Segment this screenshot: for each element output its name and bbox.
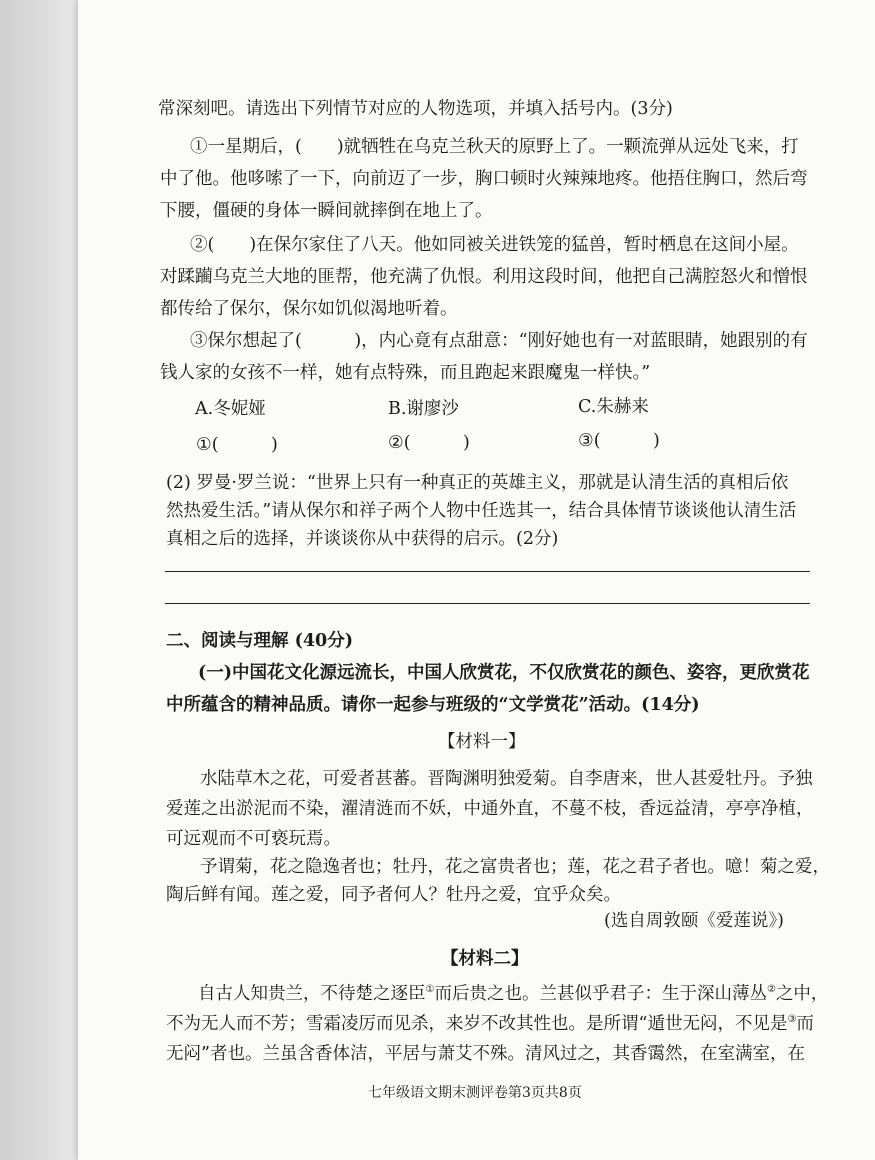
q2-line3: 真相之后的选择，并谈谈你从中获得的启示。(2分)	[166, 529, 559, 549]
answer-blank-3[interactable]: ③( )	[578, 431, 660, 451]
answer-line-1[interactable]	[165, 571, 810, 572]
q1-item1-line2: 中了他。他哆嗦了一下，向前迈了一步，胸口顿时火辣辣地疼。他捂住胸口，然后弯	[160, 169, 808, 189]
q1-item1-line1: ①一星期后，( )就牺牲在乌克兰秋天的原野上了。一颗流弹从远处飞来，打	[190, 137, 799, 157]
q2-line1: (2) 罗曼·罗兰说：“世界上只有一种真正的英雄主义，那就是认清生活的真相后依	[166, 473, 789, 493]
answer-blank-1[interactable]: ①( )	[196, 435, 278, 455]
section2-intro-line2: 中所蕴含的精神品质。请你一起参与班级的“文学赏花”活动。(14分)	[166, 695, 700, 715]
q1-item3-line1: ③保尔想起了( )，内心竟有点甜意：“刚好她也有一对蓝眼睛，她跟别的有	[190, 331, 808, 351]
option-a: A.冬妮娅	[195, 399, 266, 419]
material1-p1-line1: 水陆草木之花，可爱者甚蕃。晋陶渊明独爱菊。自李唐来，世人甚爱牡丹。予独	[200, 769, 813, 789]
material2-line1: 自古人知贵兰，不待楚之逐臣①而后贵之也。兰甚似乎君子：生于深山薄丛②之中，	[198, 984, 829, 1004]
answer-blank-2[interactable]: ②( )	[388, 433, 470, 453]
option-c: C.朱赫来	[578, 397, 649, 417]
material1-title: 【材料一】	[438, 732, 526, 752]
q1-intro: 常深刻吧。请选出下列情节对应的人物选项，并填入括号内。(3分)	[158, 99, 673, 119]
material1-p1-line2: 爱莲之出淤泥而不染，濯清涟而不妖，中通外直，不蔓不枝，香远益清，亭亭净植，	[166, 799, 814, 819]
material2-title: 【材料二】	[441, 949, 529, 969]
q1-item1-line3: 下腰，僵硬的身体一瞬间就摔倒在地上了。	[160, 201, 493, 221]
q2-line2: 然热爱生活。”请从保尔和祥子两个人物中任选其一，结合具体情节谈谈他认清生活	[166, 501, 797, 521]
scan-left-margin	[0, 0, 78, 1160]
q1-item2-line3: 都传给了保尔，保尔如饥似渴地听着。	[160, 299, 458, 319]
section2-heading: 二、阅读与理解 (40分)	[166, 631, 354, 651]
material1-p1-line3: 可远观而不可亵玩焉。	[166, 829, 341, 849]
answer-line-2[interactable]	[165, 603, 810, 604]
q1-item2-line2: 对蹂躏乌克兰大地的匪帮，他充满了仇恨。利用这段时间，他把自己满腔怒火和憎恨	[160, 267, 808, 287]
material1-p2-line1: 予谓菊，花之隐逸者也；牡丹，花之富贵者也；莲，花之君子者也。噫！菊之爱，	[200, 857, 830, 877]
q1-item2-line1: ②( )在保尔家住了八天。他如同被关进铁笼的猛兽，暂时栖息在这间小屋。	[190, 235, 799, 255]
material1-source: (选自周敦颐《爱莲说》)	[604, 911, 784, 931]
material2-line3: 无闷”者也。兰虽含香体洁，平居与萧艾不殊。清风过之，其香霭然，在室满室，在	[166, 1044, 805, 1064]
q1-item3-line2: 钱人家的女孩不一样，她有点特殊，而且跑起来跟魔鬼一样快。”	[160, 363, 651, 383]
material2-line2: 不为无人而不芳；雪霜凌厉而见杀，来岁不改其性也。是所谓“遁世无闷，不见是③而	[166, 1014, 814, 1034]
option-b: B.谢廖沙	[388, 399, 459, 419]
material1-p2-line2: 陶后鲜有闻。莲之爱，同予者何人？牡丹之爱，宜乎众矣。	[166, 885, 621, 905]
section2-intro-line1: (一)中国花文化源远流长，中国人欣赏花，不仅欣赏花的颜色、姿容，更欣赏花	[198, 663, 810, 683]
page-footer: 七年级语文期末测评卷第3页共8页	[368, 1085, 582, 1101]
